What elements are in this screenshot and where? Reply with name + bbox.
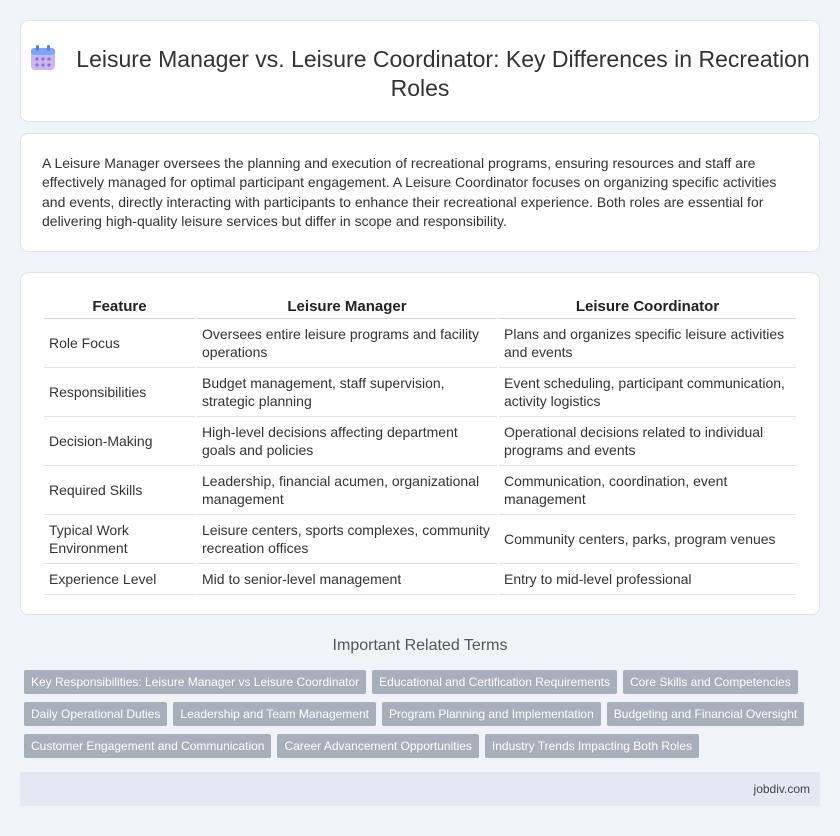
intro-card (20, 133, 820, 252)
related-term-tag[interactable]: Customer Engagement and Communication (24, 734, 271, 758)
feature-cell: Responsibilities (44, 368, 195, 417)
related-term-tag[interactable]: Industry Trends Impacting Both Roles (485, 734, 699, 758)
column-header-leisure-coordinator: Leisure Coordinator (499, 295, 796, 319)
comparison-table (42, 295, 798, 595)
related-terms-tags (24, 670, 824, 766)
coordinator-cell: Event scheduling, participant communication, activity logistics (499, 368, 796, 417)
coordinator-cell: Entry to mid-level professional (499, 564, 796, 595)
feature-cell: Required Skills (44, 466, 195, 515)
table-row (44, 368, 796, 417)
calendar-icon (30, 45, 56, 71)
related-term-tag[interactable]: Leadership and Team Management (173, 702, 376, 726)
related-term-tag[interactable]: Educational and Certification Requirements (372, 670, 617, 694)
header-card (20, 20, 820, 122)
table-row (44, 466, 796, 515)
feature-cell: Typical Work Environment (44, 515, 195, 564)
manager-cell: High-level decisions affecting department goals and policies (197, 417, 497, 466)
coordinator-cell: Plans and organizes specific leisure activities and events (499, 319, 796, 368)
related-term-tag[interactable]: Budgeting and Financial Oversight (607, 702, 804, 726)
coordinator-cell: Communication, coordination, event management (499, 466, 796, 515)
page-title: Leisure Manager vs. Leisure Coordinator: Key Differences in Recreation Roles (76, 46, 810, 101)
footer-bar (20, 772, 820, 806)
table-row (44, 515, 796, 564)
related-term-tag[interactable]: Key Responsibilities: Leisure Manager vs Leisure Coordinator (24, 670, 366, 694)
column-header-leisure-manager: Leisure Manager (197, 295, 497, 319)
related-term-tag[interactable]: Core Skills and Competencies (623, 670, 798, 694)
feature-cell: Role Focus (44, 319, 195, 368)
manager-cell: Oversees entire leisure programs and facility operations (197, 319, 497, 368)
comparison-table-card (20, 272, 820, 615)
page-title-wrap (21, 45, 819, 103)
feature-cell: Decision-Making (44, 417, 195, 466)
table-row (44, 564, 796, 595)
feature-cell: Experience Level (44, 564, 195, 595)
table-row (44, 319, 796, 368)
column-header-feature: Feature (44, 295, 195, 319)
intro-text: A Leisure Manager oversees the planning and execution of recreational programs, ensuring resources and staff are effectively managed for optimal participant engagement. A Leisure Coordinator focuses on organizing specific activities and events, directly interacting with participants to enhance their recreational experience. Both roles are essential for delivering high-quality leisure services but differ in scope and responsibility. (42, 155, 777, 230)
related-terms-heading: Important Related Terms (332, 637, 508, 654)
footer-site-link[interactable]: jobdiv.com (753, 782, 810, 796)
coordinator-cell: Community centers, parks, program venues (499, 515, 796, 564)
table-header-row (44, 295, 796, 319)
manager-cell: Mid to senior-level management (197, 564, 497, 595)
manager-cell: Leadership, financial acumen, organizational management (197, 466, 497, 515)
manager-cell: Leisure centers, sports complexes, community recreation offices (197, 515, 497, 564)
related-term-tag[interactable]: Program Planning and Implementation (382, 702, 601, 726)
coordinator-cell: Operational decisions related to individual programs and events (499, 417, 796, 466)
related-term-tag[interactable]: Career Advancement Opportunities (277, 734, 478, 758)
table-row (44, 417, 796, 466)
related-term-tag[interactable]: Daily Operational Duties (24, 702, 167, 726)
manager-cell: Budget management, staff supervision, strategic planning (197, 368, 497, 417)
